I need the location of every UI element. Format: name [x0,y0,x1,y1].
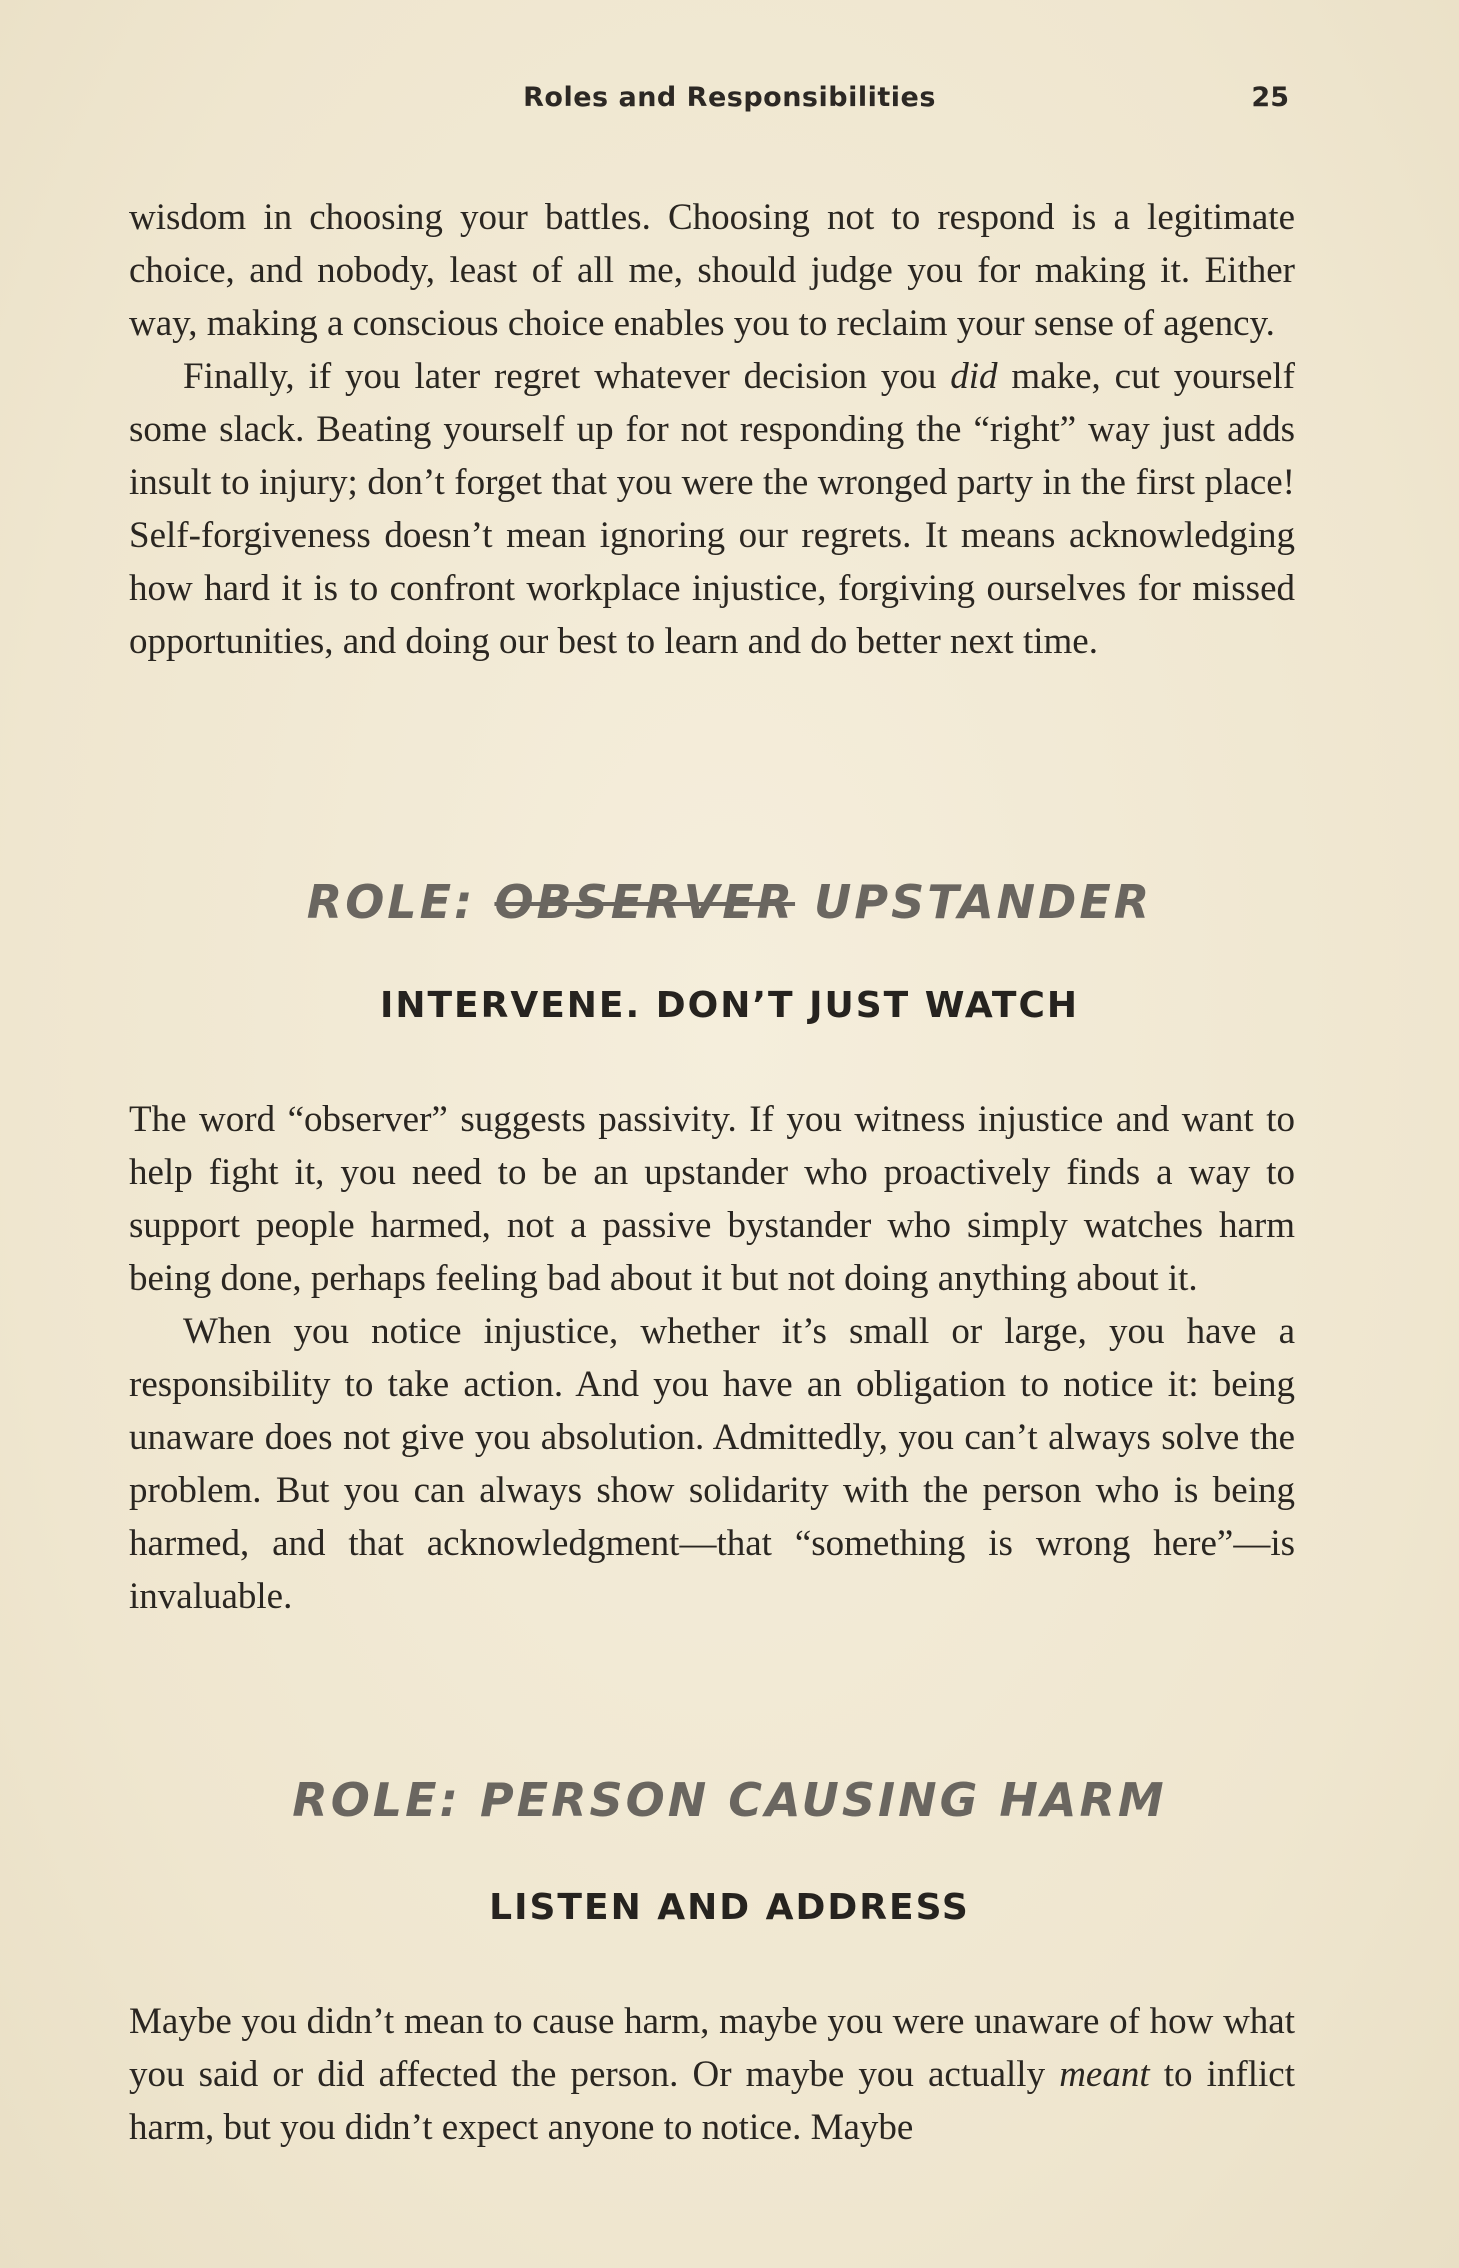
role-prefix: ROLE: [306,875,495,929]
harm-paragraph-start: Maybe you didn’t mean to cause harm, maybe you were unaware of how what you said or did affected the person. Or maybe you actually [129,2001,1295,2095]
role-suffix: UPSTANDER [795,875,1153,929]
struck-role-word: OBSERVER [494,875,796,929]
intro-paragraph-2 [129,350,1295,668]
role-heading-observer [0,875,1459,929]
harm-paragraph-1 [129,1995,1295,2154]
emphasis-did: did [950,356,998,397]
role-heading-harm: ROLE: PERSON CAUSING HARM [292,1773,1167,1827]
subheading-harm: LISTEN AND ADDRESS [489,1887,970,1928]
harm-paragraph-end: to inflict harm, but you didn’t expect anyone to notice. Maybe [129,2054,1295,2148]
intro-paragraph-1: wisdom in choosing your battles. Choosing not to respond is a legitimate choice, and nobody, least of all me, should judge you for making it. Either way, making a conscious choice enables you to reclaim your sense of agency. [129,197,1295,344]
intro-paragraph-2-start: Finally, if you later regret whatever decision you [183,356,951,397]
subheading-observer: INTERVENE. DON’T JUST WATCH [379,985,1080,1026]
harm-section [129,1995,1295,2154]
observer-paragraph-2: When you notice injustice, whether it’s small or large, you have a responsibility to take action. And you have an obligation to notice it: being unaware does not give you absolution. Admittedly, you can’t always solve the problem. But you can always show solidarity with the person who is being harmed, and that acknowledgment—that “something is wrong here”—is invaluable. [129,1311,1295,1617]
page-number: 25 [1251,82,1289,113]
emphasis-meant: meant [1059,2054,1150,2095]
intro-section [129,191,1295,668]
intro-paragraph-2-end: make, cut yourself some slack. Beating yourself up for not responding the “right” way just adds insult to injury; don’t forget that you were the wronged party in the first place! Self-forgiveness doesn’t mean ignoring our regrets. It means acknowledging how hard it is to confront workplace injustice, forgiving ourselves for missed opportunities, and doing our best to learn and do better next time. [129,356,1296,662]
observer-section [129,1093,1295,1623]
running-title: Roles and Responsibilities [523,82,936,113]
observer-paragraph-1: The word “observer” suggests passivity. If you witness injustice and want to help fight it, you need to be an upstander who proactively finds a way to support people harmed, not a passive bystander who simply watches harm being done, perhaps feeling bad about it but not doing anything about it. [129,1099,1295,1299]
running-head [0,82,1459,122]
